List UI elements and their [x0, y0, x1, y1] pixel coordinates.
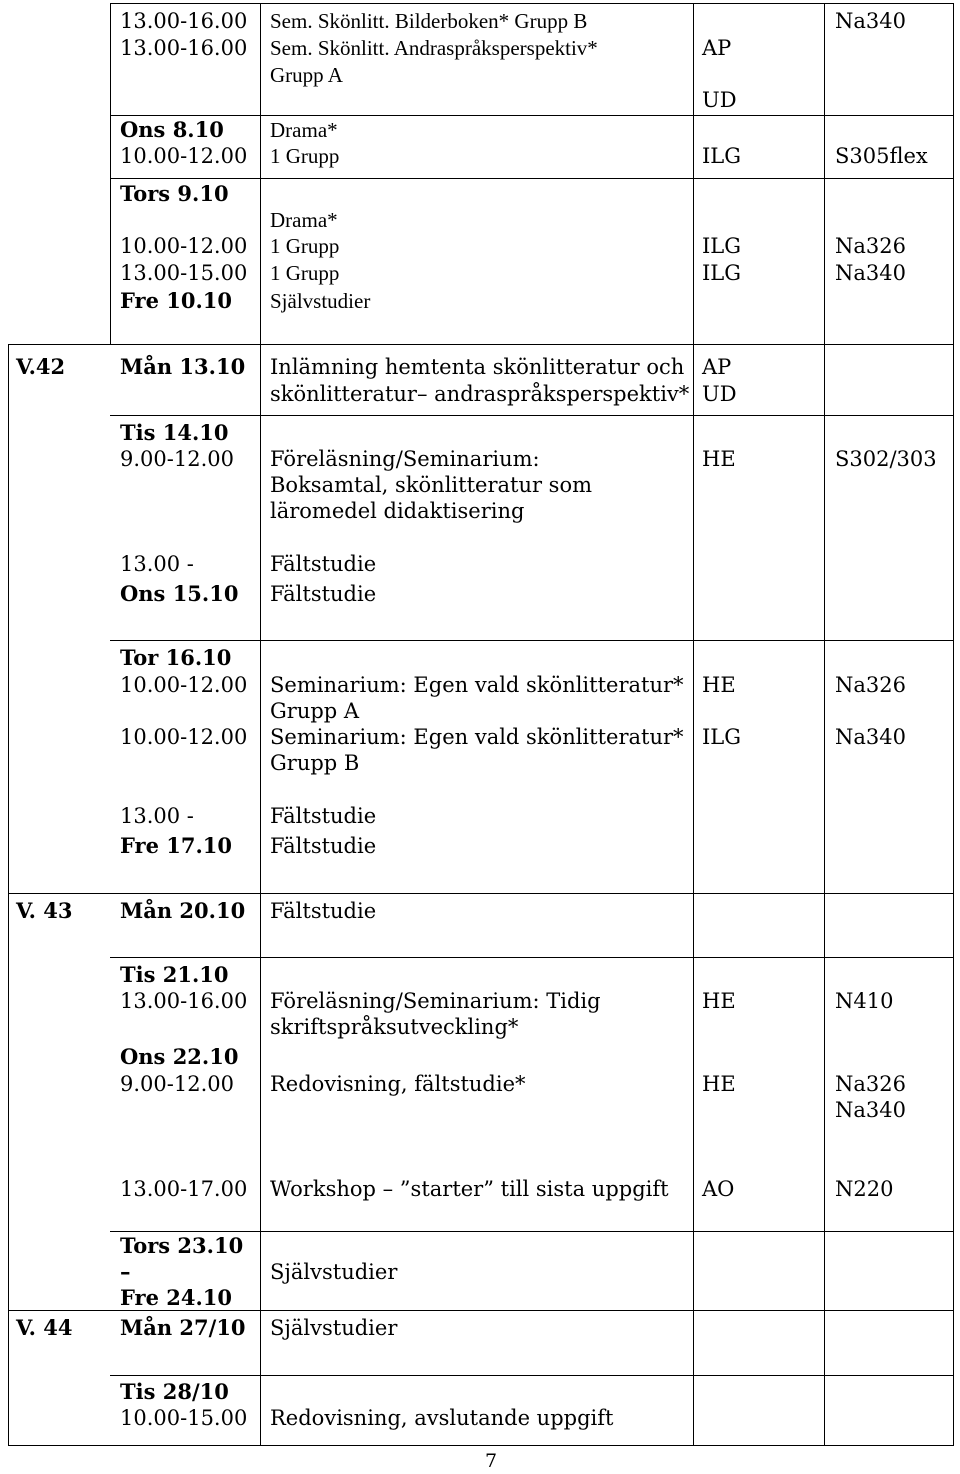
cell-activity: Drama* [270, 118, 338, 142]
cell-activity: Sem. Skönlitt. Andraspråksperspektiv* [270, 36, 598, 60]
cell-room: Na340 [835, 261, 906, 285]
cell-teacher: HE [702, 673, 736, 697]
cell-date: Tis 14.10 [120, 420, 229, 445]
cell-activity: skönlitteratur– andraspråksperspektiv* [270, 382, 690, 406]
cell-date: 10.00-12.00 [120, 234, 248, 258]
cell-date: Mån 27/10 [120, 1315, 246, 1340]
cell-date: 13.00-15.00 [120, 261, 248, 285]
cell-date: Mån 13.10 [120, 354, 246, 379]
cell-teacher: UD [702, 88, 737, 112]
cell-date: Tors 23.10 [120, 1233, 244, 1258]
cell-date: Ons 15.10 [120, 581, 239, 606]
cell-activity: Självstudier [270, 1260, 398, 1284]
cell-activity: Självstudier [270, 289, 371, 313]
cell-room: Na340 [835, 9, 906, 33]
cell-teacher: HE [702, 989, 736, 1013]
cell-activity: Fältstudie [270, 834, 377, 858]
cell-date: Tis 28/10 [120, 1379, 229, 1404]
cell-activity: Redovisning, fältstudie* [270, 1072, 526, 1096]
cell-room: Na326 [835, 1072, 906, 1096]
cell-date: 13.00-16.00 [120, 989, 248, 1013]
cell-teacher: HE [702, 447, 736, 471]
week-label: V. 43 [16, 898, 73, 923]
cell-activity: Föreläsning/Seminarium: Tidig [270, 989, 601, 1013]
cell-activity: Fältstudie [270, 804, 377, 828]
cell-room: S302/303 [835, 447, 937, 471]
cell-date: Fre 17.10 [120, 833, 233, 858]
cell-teacher: ILG [702, 144, 742, 168]
cell-room: Na340 [835, 725, 906, 749]
page-number: 7 [485, 1450, 498, 1472]
cell-room: N220 [835, 1177, 894, 1201]
cell-activity: Sem. Skönlitt. Bilderboken* Grupp B [270, 9, 588, 33]
cell-room: Na326 [835, 234, 906, 258]
cell-teacher: ILG [702, 725, 742, 749]
cell-date: 9.00-12.00 [120, 447, 234, 471]
cell-date: 9.00-12.00 [120, 1072, 234, 1096]
cell-room: Na326 [835, 673, 906, 697]
cell-date: 13.00 - [120, 804, 194, 828]
cell-activity: Inlämning hemtenta skönlitteratur och [270, 355, 685, 379]
cell-date: Fre 10.10 [120, 288, 233, 313]
cell-activity: Grupp A [270, 699, 360, 723]
cell-date: Ons 8.10 [120, 117, 224, 142]
cell-date: Tis 21.10 [120, 962, 229, 987]
cell-date: 10.00-12.00 [120, 144, 248, 168]
cell-room: Na340 [835, 1098, 906, 1122]
cell-activity: Boksamtal, skönlitteratur som [270, 473, 593, 497]
cell-activity: Seminarium: Egen vald skönlitteratur* [270, 725, 684, 749]
cell-activity: 1 Grupp [270, 234, 340, 258]
cell-activity: Grupp B [270, 751, 360, 775]
cell-activity: skriftspråksutveckling* [270, 1015, 519, 1039]
cell-date: 13.00-17.00 [120, 1177, 248, 1201]
cell-teacher: UD [702, 382, 737, 406]
cell-teacher: HE [702, 1072, 736, 1096]
cell-activity: Fältstudie [270, 552, 377, 576]
cell-date: 10.00-15.00 [120, 1406, 248, 1430]
cell-date: Mån 20.10 [120, 898, 246, 923]
cell-teacher: ILG [702, 234, 742, 258]
cell-activity: läromedel didaktisering [270, 499, 525, 523]
cell-date: 10.00-12.00 [120, 673, 248, 697]
cell-date: 10.00-12.00 [120, 725, 248, 749]
cell-activity: Grupp A [270, 63, 343, 87]
cell-room: S305flex [835, 144, 928, 168]
cell-activity: 1 Grupp [270, 144, 340, 168]
cell-activity: Fältstudie [270, 582, 377, 606]
cell-activity: Fältstudie [270, 899, 377, 923]
cell-date: 13.00-16.00 [120, 9, 248, 33]
week-label: V. 44 [16, 1315, 73, 1340]
cell-date: Ons 22.10 [120, 1044, 239, 1069]
cell-activity: Seminarium: Egen vald skönlitteratur* [270, 673, 684, 697]
cell-date: 13.00-16.00 [120, 36, 248, 60]
cell-teacher: ILG [702, 261, 742, 285]
cell-date: Tor 16.10 [120, 645, 232, 670]
cell-teacher: AP [702, 36, 732, 60]
cell-activity: Workshop – ”starter” till sista uppgift [270, 1177, 669, 1201]
cell-activity: Redovisning, avslutande uppgift [270, 1406, 614, 1430]
week-label: V.42 [16, 354, 66, 379]
cell-activity: Föreläsning/Seminarium: [270, 447, 540, 471]
cell-date: Tors 9.10 [120, 181, 229, 206]
cell-activity: Självstudier [270, 1316, 398, 1340]
cell-teacher: AO [702, 1177, 735, 1201]
cell-teacher: AP [702, 355, 732, 379]
cell-room: N410 [835, 989, 894, 1013]
cell-date: Fre 24.10 [120, 1285, 233, 1310]
cell-date: 13.00 - [120, 552, 194, 576]
cell-date: – [120, 1259, 131, 1284]
cell-activity: 1 Grupp [270, 261, 340, 285]
cell-activity: Drama* [270, 208, 338, 232]
